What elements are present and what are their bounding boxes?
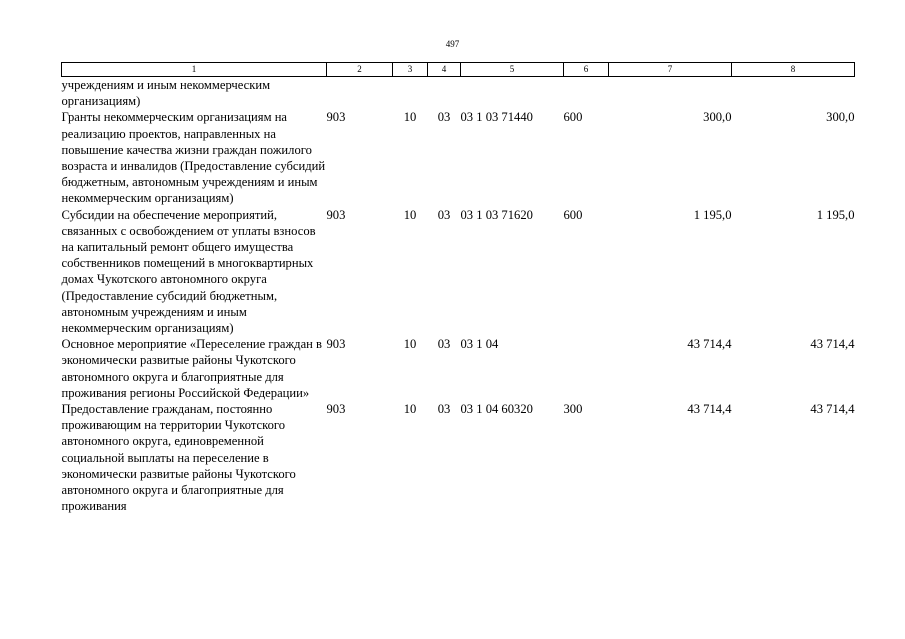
table-row (62, 401, 855, 514)
row-name: учреждениям и иным некоммерческим организациям) (61, 78, 271, 109)
header-col-4: 4 (428, 63, 461, 77)
row-name: Субсидии на обеспечение мероприятий, связанных с освобождением от уплаты взносов на капитальный ремонт общего имущества собственников помещений в многоквартирных домах Чукотского автономного округа (Предоставление субсидий бюджетным, автономным учреждениям и иным некоммерческим организациям) (61, 207, 316, 336)
header-col-5: 5 (461, 63, 564, 77)
row-rz: 10 (403, 402, 417, 417)
row-year1: 300,0 (703, 110, 732, 125)
row-year2: 43 714,4 (810, 337, 855, 352)
header-col-3: 3 (393, 63, 428, 77)
row-pr: 03 (437, 402, 451, 417)
header-col-1: 1 (62, 63, 327, 77)
table-row (62, 109, 855, 206)
header-col-6: 6 (564, 63, 609, 77)
row-vr (564, 77, 609, 110)
header-col-7: 7 (609, 63, 732, 77)
row-csr: 03 1 03 71620 (460, 207, 533, 222)
row-ga: 903 (326, 402, 346, 417)
row-year1: 43 714,4 (687, 337, 732, 352)
row-csr: 03 1 04 (460, 337, 499, 352)
row-ga: 903 (326, 207, 346, 222)
row-vr (564, 336, 609, 401)
row-year1 (609, 77, 732, 110)
row-rz: 10 (403, 337, 417, 352)
row-pr: 03 (437, 337, 451, 352)
row-pr: 03 (437, 207, 451, 222)
header-row (62, 63, 855, 77)
row-rz: 10 (403, 110, 417, 125)
row-csr (461, 77, 564, 110)
table-row (62, 207, 855, 337)
row-year1: 1 195,0 (693, 207, 732, 222)
row-pr: 03 (437, 110, 451, 125)
row-pr (428, 77, 461, 110)
page-number: 497 (445, 39, 460, 49)
row-ga (327, 77, 393, 110)
table-row (62, 77, 855, 110)
table-row (62, 336, 855, 401)
row-vr: 600 (563, 207, 583, 222)
row-year2: 300,0 (826, 110, 855, 125)
row-vr: 600 (563, 110, 583, 125)
row-rz (393, 77, 428, 110)
row-csr: 03 1 04 60320 (460, 402, 533, 417)
row-ga: 903 (326, 337, 346, 352)
row-name: Предоставление гражданам, постоянно проживающим на территории Чукотского автономного округа, единовременной социальной выплаты на переселение в экономически развитые районы Чукотского автономного округа и благоприятные для проживания (61, 402, 296, 514)
row-year1: 43 714,4 (687, 402, 732, 417)
header-col-8: 8 (732, 63, 855, 77)
row-name: Основное мероприятие «Переселение граждан в экономически развитые районы Чукотского автономного округа и благоприятные для проживания регионы Российской Федерации» (61, 337, 322, 400)
row-csr: 03 1 03 71440 (460, 110, 533, 125)
row-rz: 10 (403, 207, 417, 222)
row-ga: 903 (326, 110, 346, 125)
row-name: Гранты некоммерческим организациям на реализацию проектов, направленных на повышение качества жизни граждан пожилого возраста и инвалидов (Предоставление субсидий бюджетным, автономным учреждениям и иным некоммерческим организациям) (61, 110, 326, 206)
row-year2 (732, 77, 855, 110)
header-col-2: 2 (327, 63, 393, 77)
budget-table (61, 62, 855, 514)
row-year2: 1 195,0 (816, 207, 855, 222)
row-year2: 43 714,4 (810, 402, 855, 417)
row-vr: 300 (563, 402, 583, 417)
